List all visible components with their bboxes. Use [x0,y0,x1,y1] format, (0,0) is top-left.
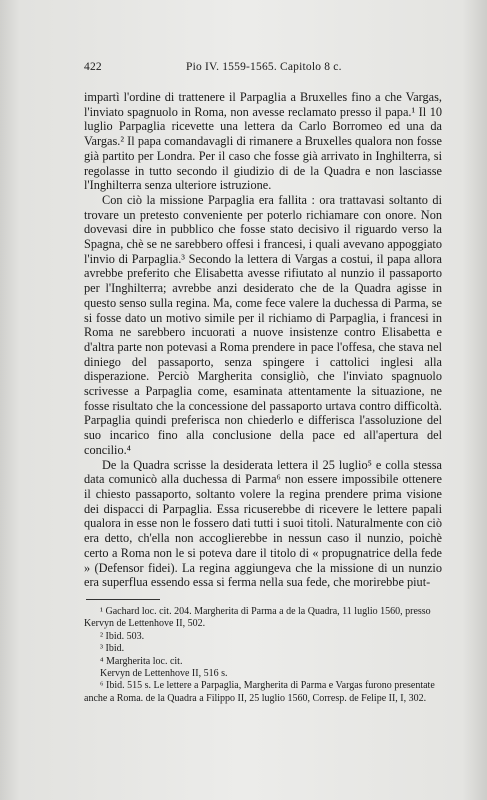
main-text [84,90,442,590]
footnote-rule [86,599,160,600]
page-number: 422 [84,61,102,73]
footnote-6: ⁶ Ibid. 515 s. Le lettere a Parpaglia, Margherita di Parma e Vargas furono presentate anche a Roma. de la Quadra a Filippo II, 25 luglio 1560, Corresp. de Felipe II, I, 302. [84,680,435,704]
footnote-3: ³ Ibid. [100,643,125,655]
footnote-5: Kervyn de Lettenhove II, 516 s. [100,668,228,680]
running-head: Pio IV. 1559-1565. Capitolo 8 c. [186,61,342,73]
paragraph-1: impartì l'ordine di trattenere il Parpaglia a Bruxelles fino a che Vargas, l'inviato spagnuolo in Roma, non avesse reclamato presso il papa.¹ Il 10 luglio Parpaglia ricevette una lettera da Carlo Borromeo ed una da Vargas.² Il papa comandavagli di rimanere a Bruxelles qualora non fosse già partito per Londra. Per il caso che fosse già arrivato in Inghilterra, si regolasse in tutto secondo il giudizio di de la Quadra e non lasciasse l'Inghilterra senza ulteriore istruzione. [84,90,442,193]
paragraph-2: Con ciò la missione Parpaglia era fallita : ora trattavasi soltanto di trovare un pretesto conveniente per poterlo richiamare con onore. Non dovevasi dire in pubblico che fosse stato decisivo il riguardo verso la Spagna, chè se ne sarebbero offesi i francesi, i quali avevano appoggiato l'invio di Parpaglia.³ Secondo la lettera di Vargas a costui, il papa allora avrebbe preferito che Elisabetta avesse rifiutato al nunzio il passaporto per l'Inghilterra; avrebbe anzi desiderato che de la Quadra agisse in questo senso sulla regina. Ma, come fece valere la duchessa di Parma, se si fosse dato un motivo simile per il richiamo di Parpaglia, i francesi in Roma ne sarebbero incuorati a nuove insistenze contro Elisabetta e d'altra parte non potevasi a Roma prendere in pace l'offesa, che stava nel diniego del passaporto, senza spingere i cattolici inglesi alla disperazione. Perciò Margherita consigliò, che l'inviato spagnuolo scrivesse a Parpaglia come, esaminata attentamente la situazione, ne fosse risultato che la concessione del passaporto urtava contro difficoltà. Parpaglia quindi preferisca non chiederlo e differisca l'assoluzione del suo incarico fino alla conclusione della pace ed all'apertura del concilio.⁴ [84,192,442,457]
footnote-4: ⁴ Margherita loc. cit. [100,655,183,667]
footnote-2: ² Ibid. 503. [100,630,145,642]
footnotes [84,606,450,705]
paragraph-3: De la Quadra scrisse la desiderata lettera il 25 luglio⁵ e colla stessa data comunicò alla duchessa di Parma⁶ non essere impossibile ottenere il chiesto passaporto, soltanto volere la regina prendere prima visione dei dispacci di Parpaglia. Essa ricuserebbe di ricevere le lettere papali qualora in esse non le fossero dati tutti i suoi titoli. Naturalmente con ciò era detto, ch'ella non accoglierebbe in nessun caso il nunzio, poichè certo a Roma non le si poteva dare il titolo di « propugnatrice della fede » (Defensor fidei). La regina aggiungeva che la missione di un nunzio era superflua essendo essa si ferma nella sua fede, che morirebbe piut- [84,457,442,590]
footnote-1: ¹ Gachard loc. cit. 204. Margherita di Parma a de la Quadra, 11 luglio 1560, presso Kervyn de Lettenhove II, 502. [84,606,431,630]
